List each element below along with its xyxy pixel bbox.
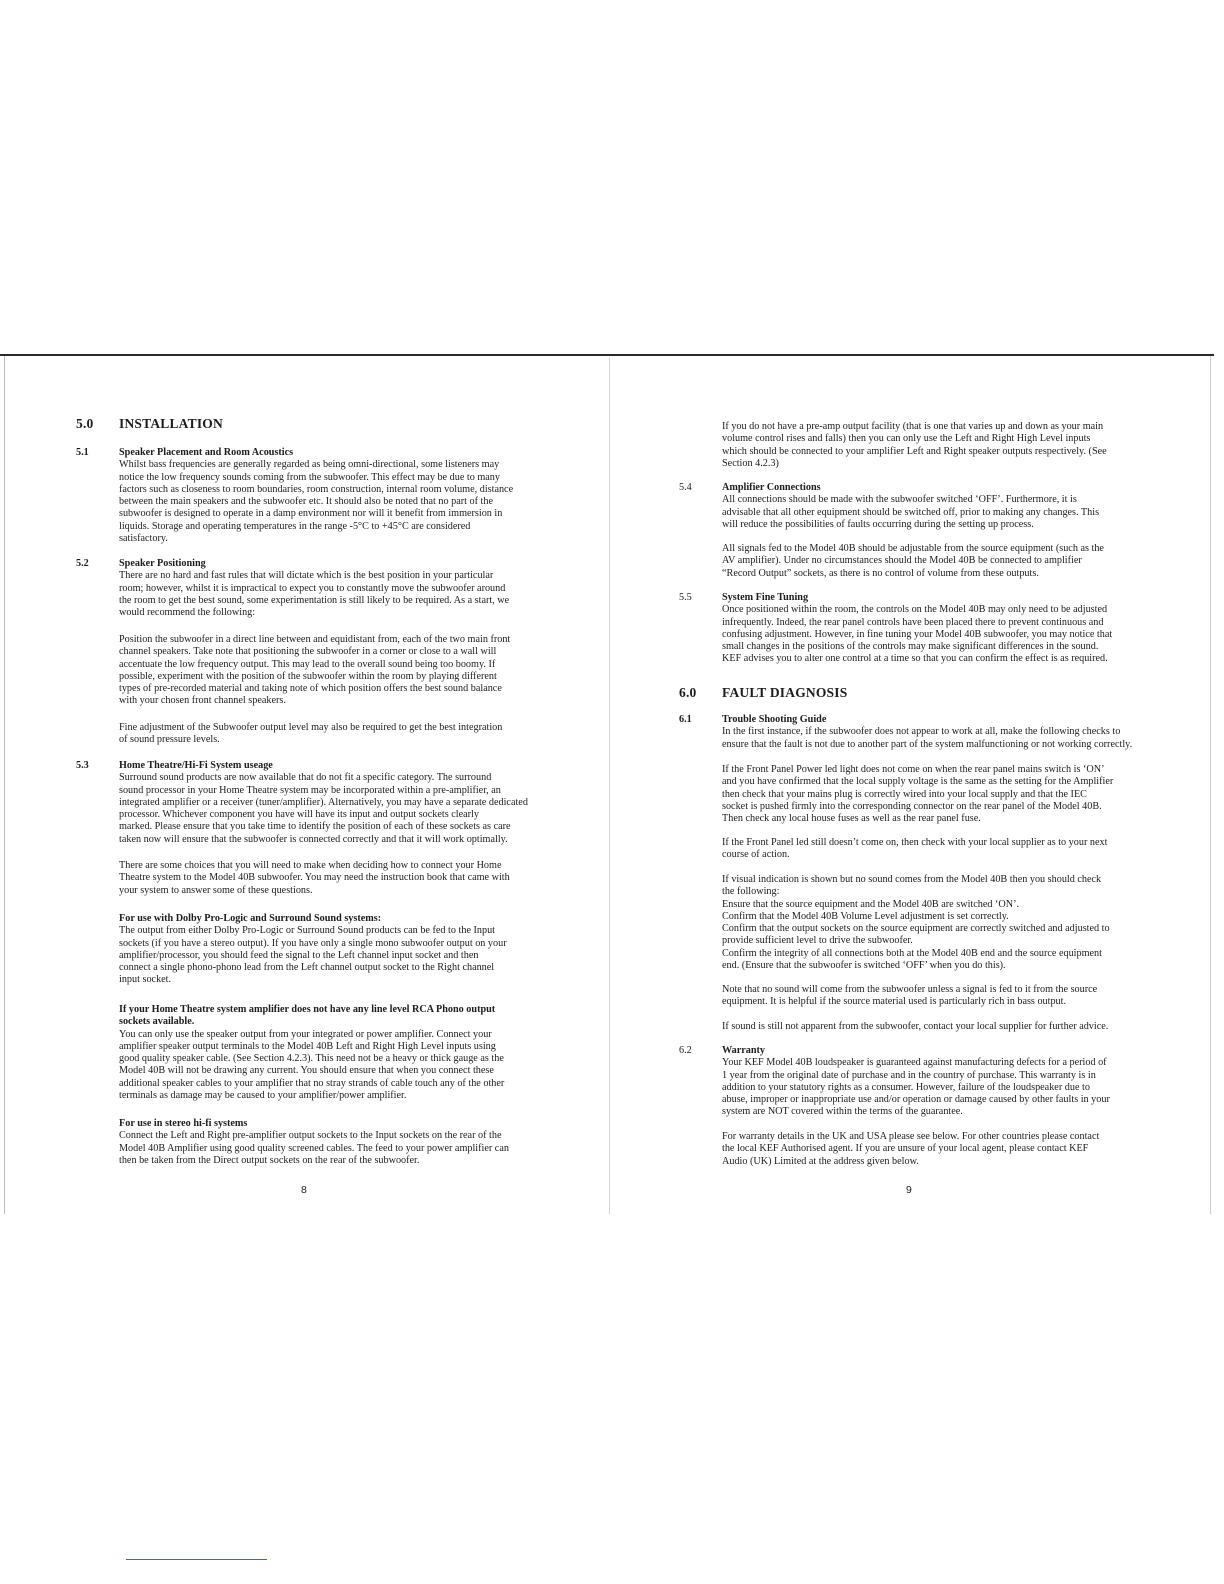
section-number: 5.4 [679, 482, 692, 493]
text-line: Audio (UK) Limited at the address given below. [722, 1155, 919, 1167]
text-line: If sound is still not apparent from the subwoofer, contact your local supplier for further advice. [722, 1021, 1109, 1032]
section-number: 5.2 [76, 558, 89, 569]
text-line: with your chosen front channel speakers. [119, 695, 286, 707]
subsection-title: If your Home Theatre system amplifier does not have any line level RCA Phono output [119, 1004, 496, 1015]
text-line: then be taken from the Direct output sockets on the rear of the subwoofer. [119, 1154, 420, 1166]
text-line: the local KEF Authorised agent. If you are unsure of your local agent, please contact KEF [722, 1143, 1089, 1155]
subsection-title: For use with Dolby Pro-Logic and Surround Sound systems: [119, 913, 382, 924]
text-line: All connections should be made with the subwoofer switched ‘OFF’. Furthermore, it is [722, 494, 1077, 506]
text-line: For warranty details in the UK and USA please see below. For other countries please contact [722, 1131, 1100, 1142]
text-line: There are some choices that you will need to make when deciding how to connect your Home [119, 860, 502, 871]
text-line: liquids. Storage and operating temperatures in the range -5°C to +45°C are considered [119, 520, 471, 532]
text-line: ensure that the fault is not due to another part of the system malfunctioning or not working correctly. [722, 738, 1133, 750]
text-line: types of pre-recorded material and taking note of which position offers the best sound balance [119, 683, 502, 695]
text-line: system are NOT covered within the terms of the guarantee. [722, 1106, 963, 1118]
text-line: amplifier speaker output terminals to the Model 40B Left and Right High Level inputs using [119, 1040, 496, 1052]
paragraph-stereo [119, 1118, 541, 1167]
text-line: notice the low frequency sounds coming from the subwoofer. This effect may be due to many [119, 471, 500, 483]
text-line: If the Front Panel Power led light does not come on when the rear panel mains switch is ‘ON’ [722, 764, 1105, 775]
text-line: your system to answer some of these questions. [119, 884, 313, 896]
text-line: factors such as closeness to room boundaries, room construction, internal room volume, distance [119, 483, 514, 495]
text-line: small changes in the positions of the controls may make significant differences in the sound. [722, 641, 1099, 653]
text-line: connect a single phono-phono lead from the Left channel output socket to the Right channel [119, 962, 495, 974]
text-line: amplifier/processor, you should feed the signal to the Left channel input socket and then [119, 949, 479, 961]
bottom-blue-line [126, 1559, 267, 1560]
text-line: “Record Output” sockets, as there is no control of volume from these outputs. [722, 567, 1039, 579]
paragraph-further-advice [722, 1021, 1154, 1033]
section-title: System Fine Tuning [722, 592, 809, 603]
text-line: KEF advises you to alter one control at a time so that you can confirm the effect is as required. [722, 653, 1108, 665]
text-line: There are no hard and fast rules that will dictate which is the best position in your particular [119, 570, 494, 582]
text-line: Connect the Left and Right pre-amplifier output sockets to the Input sockets on the rear of the [119, 1130, 502, 1142]
text-line: room; however, whilst it is impractical to expect you to constantly move the subwoofer around [119, 582, 506, 594]
text-line: sound processor in your Home Theatre system may be incorporated within a pre-amplifier, an [119, 784, 501, 796]
text-line: Surround sound products are now available that do not fit a specific category. The surround [119, 772, 492, 784]
text-line: will reduce the possibilities of faults occurring during the setting up process. [722, 518, 1034, 530]
scan-left-edge [4, 356, 5, 1214]
page-number: 8 [301, 1184, 307, 1196]
scan-right-edge [1210, 356, 1211, 1214]
text-line: If you do not have a pre-amp output facility (that is one that varies up and down as your main [722, 421, 1104, 432]
text-line: end. (Ensure that the subwoofer is switched ‘OFF’ when you do this). [722, 960, 1006, 972]
text-line: addition to your statutory rights as a consumer. However, failure of the loudspeaker due to [722, 1081, 1090, 1093]
text-line: Note that no sound will come from the subwoofer unless a signal is fed to it from the source [722, 984, 1098, 995]
text-line: Position the subwoofer in a direct line between and equidistant from, each of the two main front [119, 634, 511, 645]
section-number: 6.0 [679, 685, 697, 700]
text-line: socket is pushed firmly into the corresponding connector on the rear panel of the Model 40B. [722, 800, 1102, 812]
text-line: processor. Whichever component you have will have its input and output sockets clearly [119, 809, 479, 821]
section-title: Speaker Placement and Room Acoustics [119, 447, 294, 458]
section-number: 5.1 [76, 447, 89, 458]
paragraph-positioning [119, 634, 541, 708]
paragraph-signal-note [722, 984, 1154, 1009]
text-line: Once positioned within the room, the controls on the Model 40B may only need to be adjusted [722, 604, 1108, 616]
subsection-title: For use in stereo hi-fi systems [119, 1118, 248, 1129]
text-line: 1 year from the original date of purchase and in the country of purchase. This warranty is in [722, 1069, 1096, 1081]
text-line: advisable that all other equipment should be switched off, prior to making any changes. This [722, 506, 1100, 518]
text-line: In the first instance, if the subwoofer does not appear to work at all, make the following checks to [722, 726, 1121, 738]
text-line: Whilst bass frequencies are generally regarded as being omni-directional, some listeners may [119, 459, 500, 471]
page-number: 9 [906, 1184, 912, 1196]
paragraph-warranty-details [722, 1131, 1154, 1168]
text-line: Theatre system to the Model 40B subwoofer. You may need the instruction book that came with [119, 872, 510, 884]
text-line: course of action. [722, 849, 790, 861]
text-line: and you have confirmed that the local supply voltage is the same as the setting for the Amplifier [722, 776, 1114, 788]
paragraph-signals [722, 543, 1154, 580]
text-line: The output from either Dolby Pro-Logic or Surround Sound products can be fed to the Input [119, 925, 496, 937]
text-line: You can only use the speaker output from your integrated or power amplifier. Connect your [119, 1028, 492, 1040]
text-line: If visual indication is shown but no sound comes from the Model 40B then you should check [722, 874, 1102, 885]
text-line: marked. Please ensure that you take time to identify the position of each of these sockets as care [119, 821, 511, 833]
text-line: channel speakers. Take note that positioning the subwoofer in a corner or close to a wall will [119, 646, 497, 658]
text-line: Model 40B will not be drawing any current. You should ensure that when you connect these [119, 1065, 494, 1077]
section-title: Trouble Shooting Guide [722, 714, 827, 725]
text-line: subwoofer is designed to operate in a damp environment nor will it benefit from immersion in [119, 508, 503, 520]
section-number: 5.3 [76, 760, 89, 771]
section-number: 6.2 [679, 1045, 692, 1056]
text-line: would recommend the following: [119, 607, 256, 619]
text-line: confusing adjustment. However, in fine tuning your Model 40B subwoofer, you may notice that [722, 628, 1113, 640]
text-line: additional speaker cables to your amplifier that no stray strands of cable touch any of the other [119, 1077, 505, 1089]
section-number: 5.5 [679, 592, 692, 603]
text-line: Section 4.2.3) [722, 457, 779, 469]
section-number: 6.1 [679, 714, 692, 725]
text-line: Fine adjustment of the Subwoofer output level may also be required to get the best integration [119, 722, 503, 733]
text-line: Ensure that the source equipment and the Model 40B are switched ‘ON’. [722, 898, 1020, 910]
text-line: Confirm the integrity of all connections both at the Model 40B end and the source equipment [722, 947, 1102, 959]
text-line: equipment. It is helpful if the source material used is particularly rich in bass output. [722, 996, 1067, 1008]
text-line: possible, experiment with the position of the subwoofer within the room by playing different [119, 670, 497, 682]
text-line: Model 40B Amplifier using good quality screened cables. The feed to your power amplifier can [119, 1142, 509, 1154]
paragraph-dolby [119, 913, 541, 987]
text-line: taken now will ensure that the subwoofer is connected correctly and that it will work optimally. [119, 833, 508, 845]
text-line: terminals as damage may be caused to your amplifier/power amplifier. [119, 1090, 407, 1102]
text-line: of sound pressure levels. [119, 734, 220, 746]
text-line: the following: [722, 886, 780, 898]
text-line: volume control rises and falls) then you can only use the Left and Right High Level inputs [722, 433, 1091, 445]
text-line: which should be connected to your amplifier Left and Right speaker outputs respectively. (See [722, 445, 1107, 457]
paragraph-no-sound [722, 874, 1154, 972]
text-line: infrequently. Indeed, the rear panel controls have been placed there to prevent continuous and [722, 616, 1104, 628]
text-line: satisfactory. [119, 533, 168, 545]
section-title: FAULT DIAGNOSIS [722, 685, 848, 700]
section-title: INSTALLATION [119, 416, 223, 431]
text-line: If the Front Panel led still doesn’t come on, then check with your local supplier as to your next [722, 837, 1108, 848]
section-title: Home Theatre/Hi-Fi System useage [119, 760, 273, 771]
text-line: provide sufficient level to drive the subwoofer. [722, 935, 913, 947]
text-line: good quality speaker cable. (See Section 4.2.3). This need not be a heavy or thick gauge as the [119, 1053, 504, 1065]
page-spine [609, 358, 610, 1214]
text-line: then check that your mains plug is correctly wired into your local supply and that the IEC [722, 788, 1087, 800]
section-title: Amplifier Connections [722, 482, 821, 493]
section-title: Warranty [722, 1045, 766, 1056]
scan-top-border [0, 354, 1214, 356]
paragraph-rca [119, 1004, 541, 1102]
section-number: 5.0 [76, 416, 94, 431]
text-line: Then check any local house fuses as well as the rear panel fuse. [722, 813, 981, 825]
paragraph-fine-adjustment [119, 722, 541, 747]
text-line: integrated amplifier or a receiver (tuner/amplifier). Alternatively, you may have a separate dedicated [119, 796, 528, 808]
text-line: abuse, improper or inappropriate use and/or operation or damage caused by other faults in your [722, 1094, 1110, 1106]
paragraph-choices [119, 860, 541, 897]
text-line: between the main speakers and the subwoofer etc. It should also be noted that no part of the [119, 496, 493, 508]
paragraph-led-still-off [722, 837, 1154, 862]
subsection-title: sockets available. [119, 1016, 195, 1028]
text-line: AV amplifier). Under no circumstances should the Model 40B be connected to amplifier [722, 555, 1082, 567]
paragraph-power-led [722, 764, 1154, 825]
text-line: the room to get the best sound, some experimentation is still likely to be required. As a start, we [119, 594, 510, 606]
text-line: Confirm that the Model 40B Volume Level adjustment is set correctly. [722, 910, 1009, 922]
text-line: Your KEF Model 40B loudspeaker is guaranteed against manufacturing defects for a period of [722, 1057, 1107, 1069]
section-title: Speaker Positioning [119, 558, 206, 569]
text-line: All signals fed to the Model 40B should be adjustable from the source equipment (such as the [722, 543, 1104, 554]
paragraph-intro [722, 421, 1154, 470]
text-line: input socket. [119, 974, 172, 986]
text-line: accentuate the low frequency output. This may lead to the overall sound being too boomy. If [119, 658, 496, 670]
text-line: Confirm that the output sockets on the source equipment are correctly switched and adjusted to [722, 923, 1110, 935]
text-line: sockets (if you have a stereo output). If you have only a single mono subwoofer output on your [119, 937, 507, 949]
